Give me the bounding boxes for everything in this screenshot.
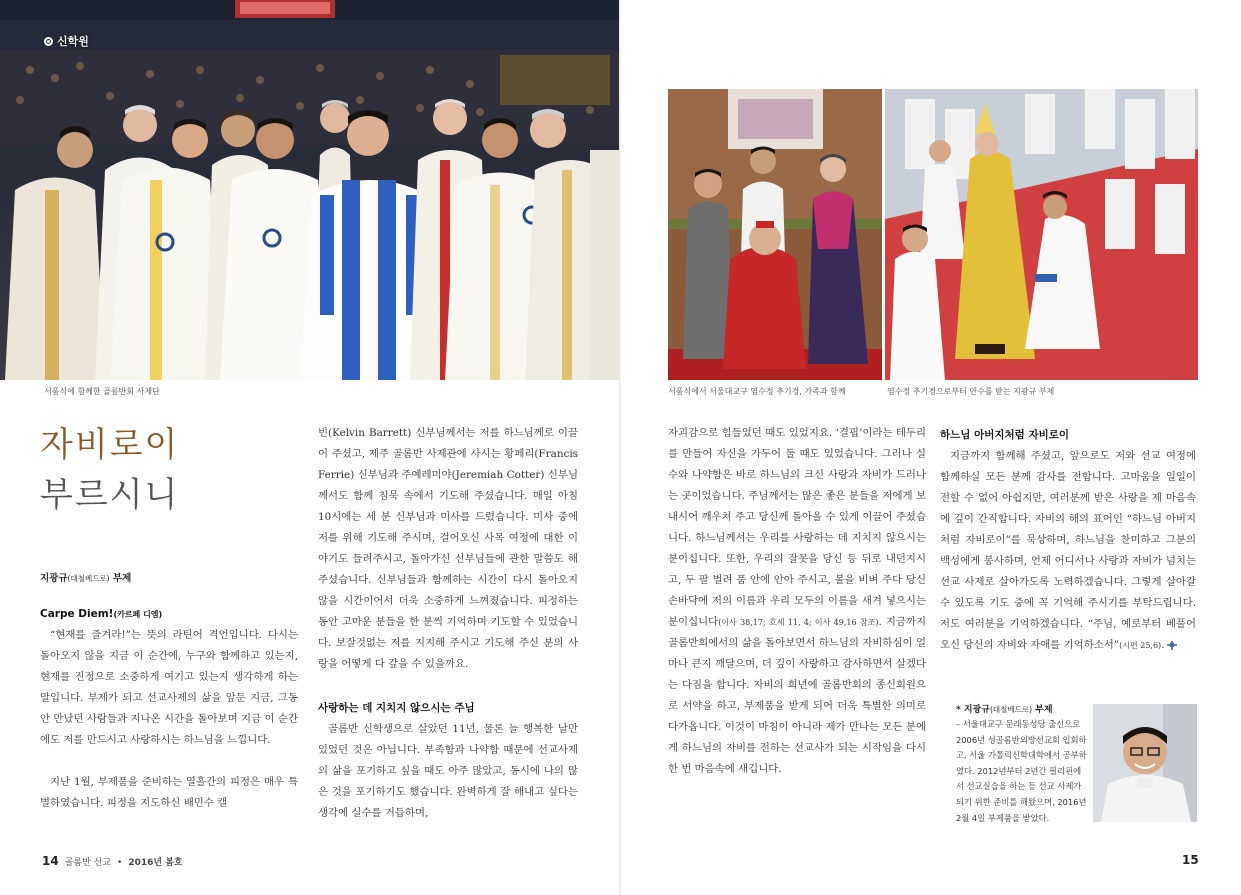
end-cross-icon bbox=[1165, 641, 1179, 650]
article-title-line1: 자비로이 bbox=[40, 425, 180, 465]
author-byline: 지광규(대철베드로) 부제 bbox=[40, 573, 132, 584]
text-column-4 bbox=[940, 423, 1196, 656]
text-column-1 bbox=[40, 602, 298, 814]
ordination-group-photo bbox=[0, 0, 620, 380]
left-page bbox=[0, 0, 620, 895]
paragraph: 지금까지 함께해 주셨고, 앞으로도 저와 선교 여정에 함께하실 모든 분께 감사를 전합니다. 고마움을 일일이 전할 수 없어 아쉽지만, 여러분께 받은 사랑을 제 마음속에 깊이 간직합니다. 자비의 해의 표어인 “하느님 아버지처럼 자비로이”를 묵상하며, 하느님을 찬미하고 그분의 백성에게 봉사하며, 언제 어디서나 사랑과 자비가 넘치는 선교 사제로 살아가도록 노력하겠습니다. 그렇게 살아갈 수 있도록 기도 중에 꼭 기억해 주시기를 부탁드립니다. 저도 여러분을 기억하겠습니다. “주님, 예로부터 베풀어 오신 당신의 자비와 자애를 기억하소서”(시편 25,6). bbox=[940, 450, 1196, 651]
page-number-right: 15 bbox=[1182, 853, 1199, 867]
scripture-citation: (시편 25,6) bbox=[1119, 641, 1162, 650]
issue-name: 2016년 봄호 bbox=[128, 858, 183, 868]
left-photo-caption: 서품식에 함께한 골롬반회 사제단 bbox=[44, 387, 160, 396]
target-icon bbox=[44, 37, 53, 46]
right-photo-caption-1: 서품식에서 서울대교구 염수정 추기경, 가족과 함께 bbox=[668, 387, 846, 396]
section-label: 신학원 bbox=[44, 33, 89, 49]
subhead-carpe-diem: Carpe Diem!(카르페 디엠) bbox=[40, 608, 163, 620]
paragraph: 자괴감으로 힘들었던 때도 있었지요. ‘결핍’이라는 테두리를 만들어 자신을 가두어 둘 때도 있었습니다. 그러나 실수와 나약함은 바로 하느님의 크신 사랑과 자비가 드러나는 곳이었습니다. 주님께서는 많은 좋은 분들을 저에게 보내시어 깨우쳐 주고 당신께 돌아올 수 있게 이끌어 주셨습니다. 하느님께서는 우리를 사랑하는 데 지치지 않으시는 분이십니다. 또한, 우리의 잘못을 당신 등 뒤로 내던지시고, 두 팔 벌려 품 안에 안아 주시고, 볼을 비벼 주다 당신 손바닥에 저의 이름과 우리 모두의 이름을 새겨 넣으시는 분이십니다(이사 38,17; 호세 11, 4; 이사 49,16 참조). 지금까지 골롬반회에서의 삶을 돌아보면서 하느님의 자비하심이 얼마나 큰지 깨달으며, 더 깊이 사랑하고 감사하면서 살겠다는 다짐을 합니다. 자비의 희년에 골롬반회의 종신회원으로 서약을 하고, 부제품을 받게 되어 더욱 특별한 의미로 다가옵니다. 이것이 마침이 아니라 제가 만나는 모든 분에게 하느님의 자비를 전하는 선교사가 되는 시작임을 다시 한 번 마음속에 새깁니다. bbox=[668, 427, 926, 775]
laying-on-hands-photo bbox=[885, 89, 1198, 380]
page-number-left: 14 bbox=[42, 854, 59, 868]
subhead-merciful-father: 하느님 아버지처럼 자비로이 bbox=[940, 429, 1070, 441]
text-column-2 bbox=[318, 423, 578, 824]
subhead-tireless-lord: 사랑하는 데 지치지 않으시는 주님 bbox=[318, 702, 475, 714]
cardinal-family-photo bbox=[668, 89, 882, 380]
text-column-3 bbox=[668, 423, 926, 780]
profile-name: * 지광규(대철베드로) 부제 bbox=[956, 705, 1053, 715]
magazine-name: 골롬반 선교 bbox=[64, 858, 112, 868]
paragraph: 빈(Kelvin Barrett) 신부님께서는 저를 하느님께로 이끌어 주셨고, 제주 골롬반 사제관에 사시는 황페리(Francis Ferrie) 신부님과 주예레미야(Jeremiah Cotter) 신부님께서도 함께 침묵 속에서 기도해 주셨습니다. 매일 아침 10시에는 세 분 신부님과 미사를 드렸습니다. 미사 중에 저를 위해 기도해 주시며, 걸어오신 사목 여정에 대한 이야기도 들려주시고, 돌아가신 신부님들에 관한 말씀도 해주셨습니다. 신부님들과 함께하는 시간이 다시 돌아오지 않을 시간이어서 더욱 소중하게 느껴졌습니다. 피정하는 동안 고마운 분들을 한 분씩 기억하며 기도할 수 있었습니다. 보잘것없는 저를 지지해 주시고 기도해 주신 분의 사랑을 어떻게 다 갚을 수 있을까요. bbox=[318, 427, 578, 670]
paragraph: “현재를 즐겨라!”는 뜻의 라틴어 격언입니다. 다시는 돌아오지 않을 지금 이 순간에, 누구와 함께하고 있는지, 현재를 진정으로 소중하게 여기고 있는지 생각하게 하는 말입니다. 부제가 되고 선교사제의 삶을 앞둔 지금, 그동안 만났던 사람들과 지나온 시간을 돌아보며 지금 이 순간에도 저를 만드시고 사랑하시는 하느님을 느낍니다. bbox=[40, 629, 298, 746]
right-photo-caption-2: 염수정 추기경으로부터 안수를 받는 지광규 부제 bbox=[887, 387, 1055, 396]
profile-bio: – 서울대교구 문래동성당 출신으로 2006년 성골롬반외방선교회 입회하고, 서울 가톨릭신학대학에서 공부하였다. 2012년부터 2년간 필리핀에서 선교실습을 하는 등 선교 사제가 되기 위한 준비를 해왔으며, 2016년 2월 4일 부제품을 받았다. bbox=[956, 719, 1087, 823]
author-portrait bbox=[1093, 704, 1197, 822]
article-title-line2: 부르시니 bbox=[40, 475, 180, 515]
right-page bbox=[621, 0, 1241, 895]
paragraph: 골롬반 신학생으로 살았던 11년, 물론 늘 행복한 날만 있었던 것은 아닙니다. 부족함과 나약함 때문에 선교사제의 삶을 포기하고 싶을 때도 아주 많았고, 동시에 나의 많은 것을 포기하기도 했습니다. 완벽하게 잘 해내고 싶다는 생각에 실수를 거듭하며, bbox=[318, 723, 578, 819]
footer-left: 14 골롬반 선교 • 2016년 봄호 bbox=[42, 854, 183, 868]
paragraph: 지난 1월, 부제품을 준비하는 열흘간의 피정은 매우 특별하였습니다. 피정을 지도하신 배민수 캘 bbox=[40, 776, 298, 809]
scripture-citation: (이사 38,17; 호세 11, 4; 이사 49,16 참조) bbox=[718, 618, 879, 627]
